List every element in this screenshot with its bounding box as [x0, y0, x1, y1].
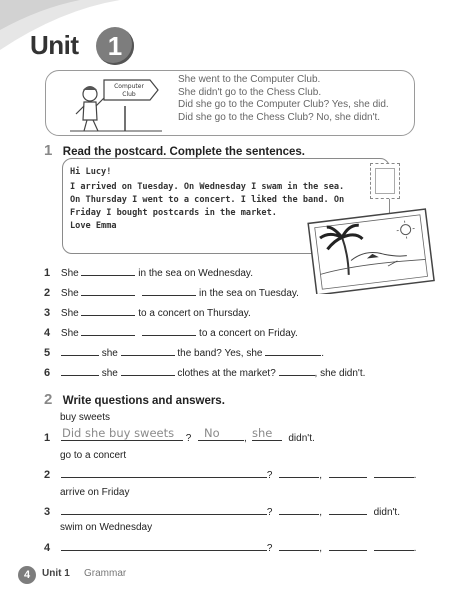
answer-blank[interactable]: [61, 365, 99, 376]
answer-blank[interactable]: [265, 345, 321, 356]
item-number: 2: [44, 287, 51, 299]
grammar-example-sentences: [178, 74, 389, 124]
item-text: , she didn't.: [314, 368, 366, 379]
answer-blank[interactable]: [142, 325, 196, 336]
item-text: .: [321, 348, 325, 359]
question-answer-line[interactable]: [61, 467, 267, 478]
grammar-line: Did she go to the Chess Club? No, she didn't.: [178, 111, 381, 123]
short-answer-line[interactable]: [374, 467, 414, 478]
short-answer-line[interactable]: [329, 504, 367, 515]
short-answer-line[interactable]: [329, 467, 367, 478]
item-number: 1: [44, 267, 51, 279]
item-number: 3: [44, 307, 51, 319]
section-1-number: 1: [44, 142, 53, 159]
item-text: to a concert on Thursday.: [138, 308, 251, 319]
postcard-greeting: Hi Lucy!: [70, 167, 112, 177]
question-mark: ?: [185, 433, 192, 444]
section-2-item: [44, 467, 416, 481]
comma: ,: [319, 543, 323, 554]
section-1-item: [44, 285, 299, 299]
item-number: 4: [44, 542, 51, 554]
section-2-item: [44, 504, 400, 518]
short-answer-line[interactable]: [279, 467, 319, 478]
grammar-line: Did she go to the Computer Club? Yes, she did.: [178, 99, 389, 110]
postcard-line: Friday I bought postcards in the market.: [70, 208, 277, 218]
unit-number-badge: 1: [96, 27, 134, 65]
grammar-line: She didn't go to the Chess Club.: [178, 86, 322, 98]
short-answer-line[interactable]: [329, 540, 367, 551]
boy-at-computer-club-illustration: [70, 76, 162, 132]
page-number-badge: 4: [18, 566, 36, 584]
section-2-prompt: swim on Wednesday: [60, 522, 153, 533]
item-text: didn't.: [288, 433, 315, 444]
item-text: in the sea on Tuesday.: [199, 288, 299, 299]
handwritten-answer: she: [252, 426, 273, 440]
comma: ,: [244, 433, 247, 444]
item-text: She: [60, 268, 79, 279]
section-1-item: [44, 365, 365, 379]
answer-blank[interactable]: [142, 285, 196, 296]
answer-blank[interactable]: [81, 265, 135, 276]
question-answer-line[interactable]: [61, 540, 267, 551]
postcard-signoff: Love Emma: [70, 221, 117, 231]
section-1-item: [44, 345, 324, 359]
item-text: She: [60, 288, 79, 299]
postcard-line: On Thursday I went to a concert. I liked the band. On: [70, 195, 345, 205]
item-text: She: [60, 308, 79, 319]
comma: ,: [319, 507, 323, 518]
section-2-number: 2: [44, 391, 53, 408]
item-number: 4: [44, 327, 51, 339]
question-answer-line[interactable]: [61, 504, 267, 515]
section-2-prompt: go to a concert: [60, 450, 127, 461]
item-number: 3: [44, 506, 51, 518]
footer-section-label: Grammar: [84, 568, 127, 579]
short-answer-line[interactable]: [374, 540, 414, 551]
section-2-item: [44, 540, 416, 554]
item-text: didn't.: [373, 507, 400, 518]
unit-heading: Unit: [30, 30, 79, 60]
item-text: she: [101, 348, 118, 359]
item-text: to a concert on Friday.: [199, 328, 298, 339]
item-number: 5: [44, 347, 51, 359]
postcard-text: [70, 166, 344, 233]
section-2-prompt: arrive on Friday: [60, 487, 130, 498]
item-text: clothes at the market?: [177, 368, 276, 379]
answer-blank[interactable]: [121, 345, 175, 356]
item-number: 6: [44, 367, 51, 379]
handwritten-question: Did she buy sweets: [62, 426, 175, 440]
section-1-title: Read the postcard. Complete the sentences.: [62, 146, 305, 158]
answer-blank[interactable]: [279, 365, 315, 376]
item-text: she: [101, 368, 118, 379]
answer-blank[interactable]: [81, 305, 135, 316]
beach-photo-illustration: [306, 208, 436, 294]
item-number: 1: [44, 432, 51, 444]
question-mark: ?: [266, 543, 273, 554]
short-answer-line[interactable]: [279, 540, 319, 551]
full-stop: .: [413, 470, 417, 481]
section-2-prompt: buy sweets: [60, 412, 111, 423]
question-mark: ?: [266, 507, 273, 518]
section-1-item: [44, 325, 298, 339]
question-mark: ?: [266, 470, 273, 481]
postage-stamp-inner: [375, 168, 395, 194]
section-1-item: [44, 265, 253, 279]
answer-blank[interactable]: [81, 285, 135, 296]
comma: ,: [319, 470, 323, 481]
handwritten-answer: No: [204, 426, 220, 440]
section-2-title: Write questions and answers.: [62, 395, 225, 407]
grammar-line: She went to the Computer Club.: [178, 74, 321, 85]
footer-unit-label: Unit 1: [42, 568, 70, 579]
answer-blank[interactable]: [61, 345, 99, 356]
postcard-line: I arrived on Tuesday. On Wednesday I swam in the sea.: [70, 182, 345, 192]
short-answer-line[interactable]: [279, 504, 319, 515]
section-2-heading: [44, 391, 225, 409]
sign-text-line-2: Club: [122, 91, 136, 98]
sign-text-line-1: Computer: [114, 83, 144, 90]
section-1-item: [44, 305, 251, 319]
answer-blank[interactable]: [121, 365, 175, 376]
full-stop: .: [413, 543, 417, 554]
answer-blank[interactable]: [81, 325, 135, 336]
item-text: in the sea on Wednesday.: [138, 268, 253, 279]
item-number: 2: [44, 469, 51, 481]
item-text: the band? Yes, she: [177, 348, 263, 359]
item-text: She: [60, 328, 79, 339]
